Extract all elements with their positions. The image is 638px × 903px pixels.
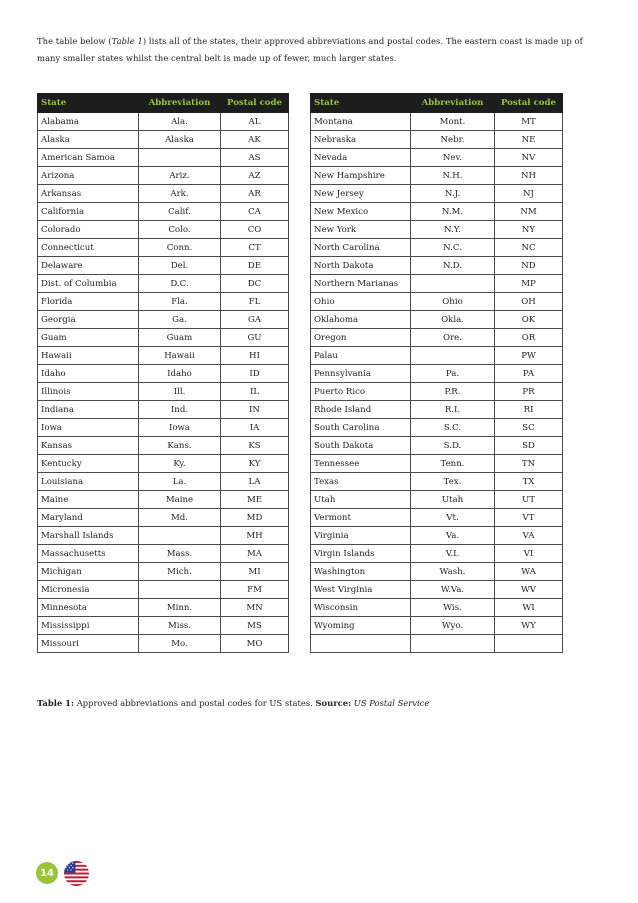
table-row: [311, 617, 563, 635]
table-row: [38, 185, 289, 203]
cell-abbreviation: W.Va.: [411, 581, 495, 599]
table-row: [311, 599, 563, 617]
table-row: [311, 221, 563, 239]
cell-postal-code: NE: [495, 131, 563, 149]
cell-postal-code: KS: [221, 437, 289, 455]
table-row: [38, 617, 289, 635]
cell-abbreviation: Ohio: [411, 293, 495, 311]
table-row: [311, 527, 563, 545]
table-row: [38, 311, 289, 329]
cell-abbreviation: [139, 149, 221, 167]
cell-postal-code: DC: [221, 275, 289, 293]
cell-postal-code: ND: [495, 257, 563, 275]
table-row: [38, 527, 289, 545]
cell-abbreviation: Pa.: [411, 365, 495, 383]
cell-postal-code: ME: [221, 491, 289, 509]
cell-abbreviation: P.R.: [411, 383, 495, 401]
cell-state: Michigan: [38, 563, 139, 581]
cell-postal-code: SC: [495, 419, 563, 437]
table-row: [38, 491, 289, 509]
cell-state: American Samoa: [38, 149, 139, 167]
cell-abbreviation: Ind.: [139, 401, 221, 419]
table-row: [311, 347, 563, 365]
cell-state: Florida: [38, 293, 139, 311]
cell-abbreviation: Va.: [411, 527, 495, 545]
cell-postal-code: NM: [495, 203, 563, 221]
table-row: [38, 365, 289, 383]
cell-abbreviation: Mass.: [139, 545, 221, 563]
cell-abbreviation: Mo.: [139, 635, 221, 653]
cell-postal-code: WA: [495, 563, 563, 581]
cell-state: New Mexico: [311, 203, 411, 221]
intro-table-ref: Table 1: [111, 36, 143, 46]
table-row: [38, 473, 289, 491]
cell-abbreviation: S.C.: [411, 419, 495, 437]
cell-postal-code: VI: [495, 545, 563, 563]
table-row: [38, 401, 289, 419]
table-row: [38, 635, 289, 653]
cell-abbreviation: [411, 635, 495, 653]
table-header-row: [38, 94, 289, 113]
cell-abbreviation: N.D.: [411, 257, 495, 275]
cell-state: Texas: [311, 473, 411, 491]
cell-postal-code: HI: [221, 347, 289, 365]
cell-abbreviation: Mich.: [139, 563, 221, 581]
cell-postal-code: MO: [221, 635, 289, 653]
header-abbreviation: Abbreviation: [411, 94, 495, 113]
table-row: [311, 203, 563, 221]
cell-abbreviation: Wyo.: [411, 617, 495, 635]
cell-abbreviation: Fla.: [139, 293, 221, 311]
cell-postal-code: MS: [221, 617, 289, 635]
cell-postal-code: NH: [495, 167, 563, 185]
cell-postal-code: WI: [495, 599, 563, 617]
cell-state: Virginia: [311, 527, 411, 545]
cell-postal-code: VT: [495, 509, 563, 527]
table-body-right: [311, 113, 563, 653]
cell-abbreviation: Maine: [139, 491, 221, 509]
table-row: [311, 401, 563, 419]
table-row: [311, 473, 563, 491]
table-row: [311, 365, 563, 383]
table-row: [38, 347, 289, 365]
cell-postal-code: DE: [221, 257, 289, 275]
cell-state: Virgin Islands: [311, 545, 411, 563]
cell-postal-code: MP: [495, 275, 563, 293]
cell-postal-code: PW: [495, 347, 563, 365]
cell-abbreviation: Kans.: [139, 437, 221, 455]
cell-postal-code: NC: [495, 239, 563, 257]
cell-postal-code: NJ: [495, 185, 563, 203]
table-row: [311, 455, 563, 473]
cell-postal-code: WV: [495, 581, 563, 599]
cell-state: North Dakota: [311, 257, 411, 275]
cell-abbreviation: Wash.: [411, 563, 495, 581]
header-postal-code: Postal code: [495, 94, 563, 113]
cell-abbreviation: Mont.: [411, 113, 495, 131]
cell-postal-code: CA: [221, 203, 289, 221]
table-header-row: [311, 94, 563, 113]
cell-abbreviation: Vt.: [411, 509, 495, 527]
cell-abbreviation: Iowa: [139, 419, 221, 437]
cell-abbreviation: Alaska: [139, 131, 221, 149]
cell-postal-code: AR: [221, 185, 289, 203]
cell-state: Maine: [38, 491, 139, 509]
cell-state: Kansas: [38, 437, 139, 455]
cell-state: Utah: [311, 491, 411, 509]
table-row: [38, 329, 289, 347]
caption-text: Approved abbreviations and postal codes for US states.: [74, 698, 316, 708]
cell-state: Rhode Island: [311, 401, 411, 419]
cell-abbreviation: N.J.: [411, 185, 495, 203]
cell-state: Dist. of Columbia: [38, 275, 139, 293]
cell-abbreviation: Colo.: [139, 221, 221, 239]
cell-state: Wisconsin: [311, 599, 411, 617]
table-row: [38, 113, 289, 131]
table-row: [38, 581, 289, 599]
table-row: [311, 437, 563, 455]
cell-postal-code: NY: [495, 221, 563, 239]
us-flag-icon: [64, 861, 89, 886]
cell-postal-code: OH: [495, 293, 563, 311]
page-number: 14: [40, 867, 54, 879]
cell-postal-code: AZ: [221, 167, 289, 185]
cell-state: Alaska: [38, 131, 139, 149]
cell-postal-code: UT: [495, 491, 563, 509]
table-row: [38, 419, 289, 437]
cell-state: Mississippi: [38, 617, 139, 635]
cell-state: Guam: [38, 329, 139, 347]
cell-abbreviation: Hawaii: [139, 347, 221, 365]
cell-postal-code: PA: [495, 365, 563, 383]
cell-postal-code: GU: [221, 329, 289, 347]
cell-postal-code: MN: [221, 599, 289, 617]
table-row: [311, 311, 563, 329]
cell-state: Indiana: [38, 401, 139, 419]
header-postal-code: Postal code: [221, 94, 289, 113]
cell-state: New Jersey: [311, 185, 411, 203]
states-table-left: [37, 93, 289, 653]
cell-state: Illinois: [38, 383, 139, 401]
table-row: [38, 203, 289, 221]
cell-state: California: [38, 203, 139, 221]
cell-abbreviation: Nebr.: [411, 131, 495, 149]
table-row: [311, 293, 563, 311]
cell-state: Georgia: [38, 311, 139, 329]
table-row: [311, 491, 563, 509]
cell-state: Iowa: [38, 419, 139, 437]
cell-abbreviation: Tenn.: [411, 455, 495, 473]
cell-postal-code: GA: [221, 311, 289, 329]
caption-label: Table 1:: [37, 698, 75, 708]
table-row: [38, 257, 289, 275]
cell-state: Micronesia: [38, 581, 139, 599]
table-row: [38, 221, 289, 239]
cell-postal-code: TN: [495, 455, 563, 473]
cell-abbreviation: Ore.: [411, 329, 495, 347]
table-row: [38, 383, 289, 401]
cell-abbreviation: N.Y.: [411, 221, 495, 239]
cell-postal-code: AL: [221, 113, 289, 131]
intro-after: ) lists all of the states, their approved abbreviations and postal codes. The eastern coast is made up of many smaller states whilst the central belt is made up of fewer, much larger states.: [37, 36, 583, 63]
caption-source: US Postal Service: [351, 698, 430, 708]
cell-state: Palau: [311, 347, 411, 365]
cell-postal-code: VA: [495, 527, 563, 545]
cell-abbreviation: N.C.: [411, 239, 495, 257]
cell-state: Nebraska: [311, 131, 411, 149]
cell-abbreviation: Ky.: [139, 455, 221, 473]
intro-paragraph: [37, 33, 597, 67]
cell-postal-code: TX: [495, 473, 563, 491]
table-row: [311, 635, 563, 653]
cell-postal-code: NV: [495, 149, 563, 167]
cell-state: Tennessee: [311, 455, 411, 473]
cell-abbreviation: Nev.: [411, 149, 495, 167]
header-state: State: [311, 94, 411, 113]
cell-postal-code: OR: [495, 329, 563, 347]
cell-state: Marshall Islands: [38, 527, 139, 545]
caption-source-label: Source:: [315, 698, 352, 708]
intro-before: The table below (: [37, 36, 112, 46]
cell-postal-code: RI: [495, 401, 563, 419]
table-row: [311, 113, 563, 131]
cell-postal-code: MI: [221, 563, 289, 581]
cell-postal-code: AS: [221, 149, 289, 167]
table-body-left: [38, 113, 289, 653]
cell-abbreviation: Tex.: [411, 473, 495, 491]
table-row: [311, 131, 563, 149]
table-row: [38, 599, 289, 617]
table-row: [38, 545, 289, 563]
table-row: [38, 275, 289, 293]
cell-postal-code: KY: [221, 455, 289, 473]
cell-postal-code: IN: [221, 401, 289, 419]
header-abbreviation: Abbreviation: [139, 94, 221, 113]
cell-abbreviation: Okla.: [411, 311, 495, 329]
cell-state: Pennsylvania: [311, 365, 411, 383]
cell-postal-code: CO: [221, 221, 289, 239]
table-row: [311, 275, 563, 293]
cell-postal-code: AK: [221, 131, 289, 149]
cell-abbreviation: Conn.: [139, 239, 221, 257]
cell-abbreviation: Md.: [139, 509, 221, 527]
cell-abbreviation: R.I.: [411, 401, 495, 419]
header-state: State: [38, 94, 139, 113]
cell-state: New York: [311, 221, 411, 239]
cell-state: Ohio: [311, 293, 411, 311]
table-row: [38, 455, 289, 473]
table-row: [38, 293, 289, 311]
cell-abbreviation: [139, 581, 221, 599]
cell-postal-code: MH: [221, 527, 289, 545]
cell-state: [311, 635, 411, 653]
cell-abbreviation: [411, 275, 495, 293]
cell-state: Missouri: [38, 635, 139, 653]
cell-state: Idaho: [38, 365, 139, 383]
table-row: [311, 149, 563, 167]
cell-state: Washington: [311, 563, 411, 581]
table-row: [38, 149, 289, 167]
cell-postal-code: MT: [495, 113, 563, 131]
table-row: [311, 419, 563, 437]
cell-postal-code: PR: [495, 383, 563, 401]
cell-postal-code: IL: [221, 383, 289, 401]
table-row: [38, 563, 289, 581]
cell-abbreviation: N.M.: [411, 203, 495, 221]
cell-abbreviation: Utah: [411, 491, 495, 509]
cell-state: New Hampshire: [311, 167, 411, 185]
cell-abbreviation: La.: [139, 473, 221, 491]
cell-state: Maryland: [38, 509, 139, 527]
table-row: [311, 257, 563, 275]
table-row: [38, 167, 289, 185]
table-row: [311, 509, 563, 527]
cell-postal-code: FL: [221, 293, 289, 311]
cell-state: Oklahoma: [311, 311, 411, 329]
cell-postal-code: IA: [221, 419, 289, 437]
cell-abbreviation: Miss.: [139, 617, 221, 635]
cell-abbreviation: Guam: [139, 329, 221, 347]
cell-postal-code: MD: [221, 509, 289, 527]
cell-abbreviation: Calif.: [139, 203, 221, 221]
table-row: [311, 581, 563, 599]
cell-postal-code: CT: [221, 239, 289, 257]
table-row: [311, 167, 563, 185]
cell-state: Colorado: [38, 221, 139, 239]
table-row: [311, 383, 563, 401]
cell-postal-code: [495, 635, 563, 653]
cell-state: Arkansas: [38, 185, 139, 203]
cell-state: Vermont: [311, 509, 411, 527]
cell-state: Louisiana: [38, 473, 139, 491]
table-row: [38, 239, 289, 257]
cell-abbreviation: Ill.: [139, 383, 221, 401]
table-row: [311, 563, 563, 581]
cell-state: Wyoming: [311, 617, 411, 635]
table-row: [38, 437, 289, 455]
cell-state: Alabama: [38, 113, 139, 131]
cell-abbreviation: Ark.: [139, 185, 221, 203]
cell-postal-code: SD: [495, 437, 563, 455]
cell-abbreviation: Minn.: [139, 599, 221, 617]
cell-state: Kentucky: [38, 455, 139, 473]
cell-postal-code: MA: [221, 545, 289, 563]
table-row: [38, 131, 289, 149]
table-caption: [37, 698, 429, 708]
cell-state: West Virginia: [311, 581, 411, 599]
cell-abbreviation: Wis.: [411, 599, 495, 617]
states-table-right: [310, 93, 563, 653]
cell-state: Hawaii: [38, 347, 139, 365]
cell-abbreviation: [411, 347, 495, 365]
cell-state: Delaware: [38, 257, 139, 275]
cell-postal-code: FM: [221, 581, 289, 599]
table-row: [311, 239, 563, 257]
table-row: [311, 545, 563, 563]
cell-state: Minnesota: [38, 599, 139, 617]
cell-state: Northern Marianas: [311, 275, 411, 293]
cell-state: South Dakota: [311, 437, 411, 455]
cell-abbreviation: [139, 527, 221, 545]
cell-abbreviation: Del.: [139, 257, 221, 275]
cell-abbreviation: Ariz.: [139, 167, 221, 185]
cell-postal-code: LA: [221, 473, 289, 491]
cell-abbreviation: N.H.: [411, 167, 495, 185]
table-row: [311, 185, 563, 203]
cell-abbreviation: Ala.: [139, 113, 221, 131]
page-number-badge: [36, 862, 58, 884]
cell-state: Massachusetts: [38, 545, 139, 563]
cell-state: North Carolina: [311, 239, 411, 257]
cell-abbreviation: V.I.: [411, 545, 495, 563]
cell-abbreviation: Ga.: [139, 311, 221, 329]
cell-state: Arizona: [38, 167, 139, 185]
cell-abbreviation: Idaho: [139, 365, 221, 383]
table-row: [38, 509, 289, 527]
cell-state: South Carolina: [311, 419, 411, 437]
cell-postal-code: ID: [221, 365, 289, 383]
table-row: [311, 329, 563, 347]
cell-state: Puerto Rico: [311, 383, 411, 401]
cell-state: Montana: [311, 113, 411, 131]
cell-abbreviation: D.C.: [139, 275, 221, 293]
cell-state: Connecticut: [38, 239, 139, 257]
cell-postal-code: OK: [495, 311, 563, 329]
cell-postal-code: WY: [495, 617, 563, 635]
cell-state: Nevada: [311, 149, 411, 167]
cell-abbreviation: S.D.: [411, 437, 495, 455]
cell-state: Oregon: [311, 329, 411, 347]
